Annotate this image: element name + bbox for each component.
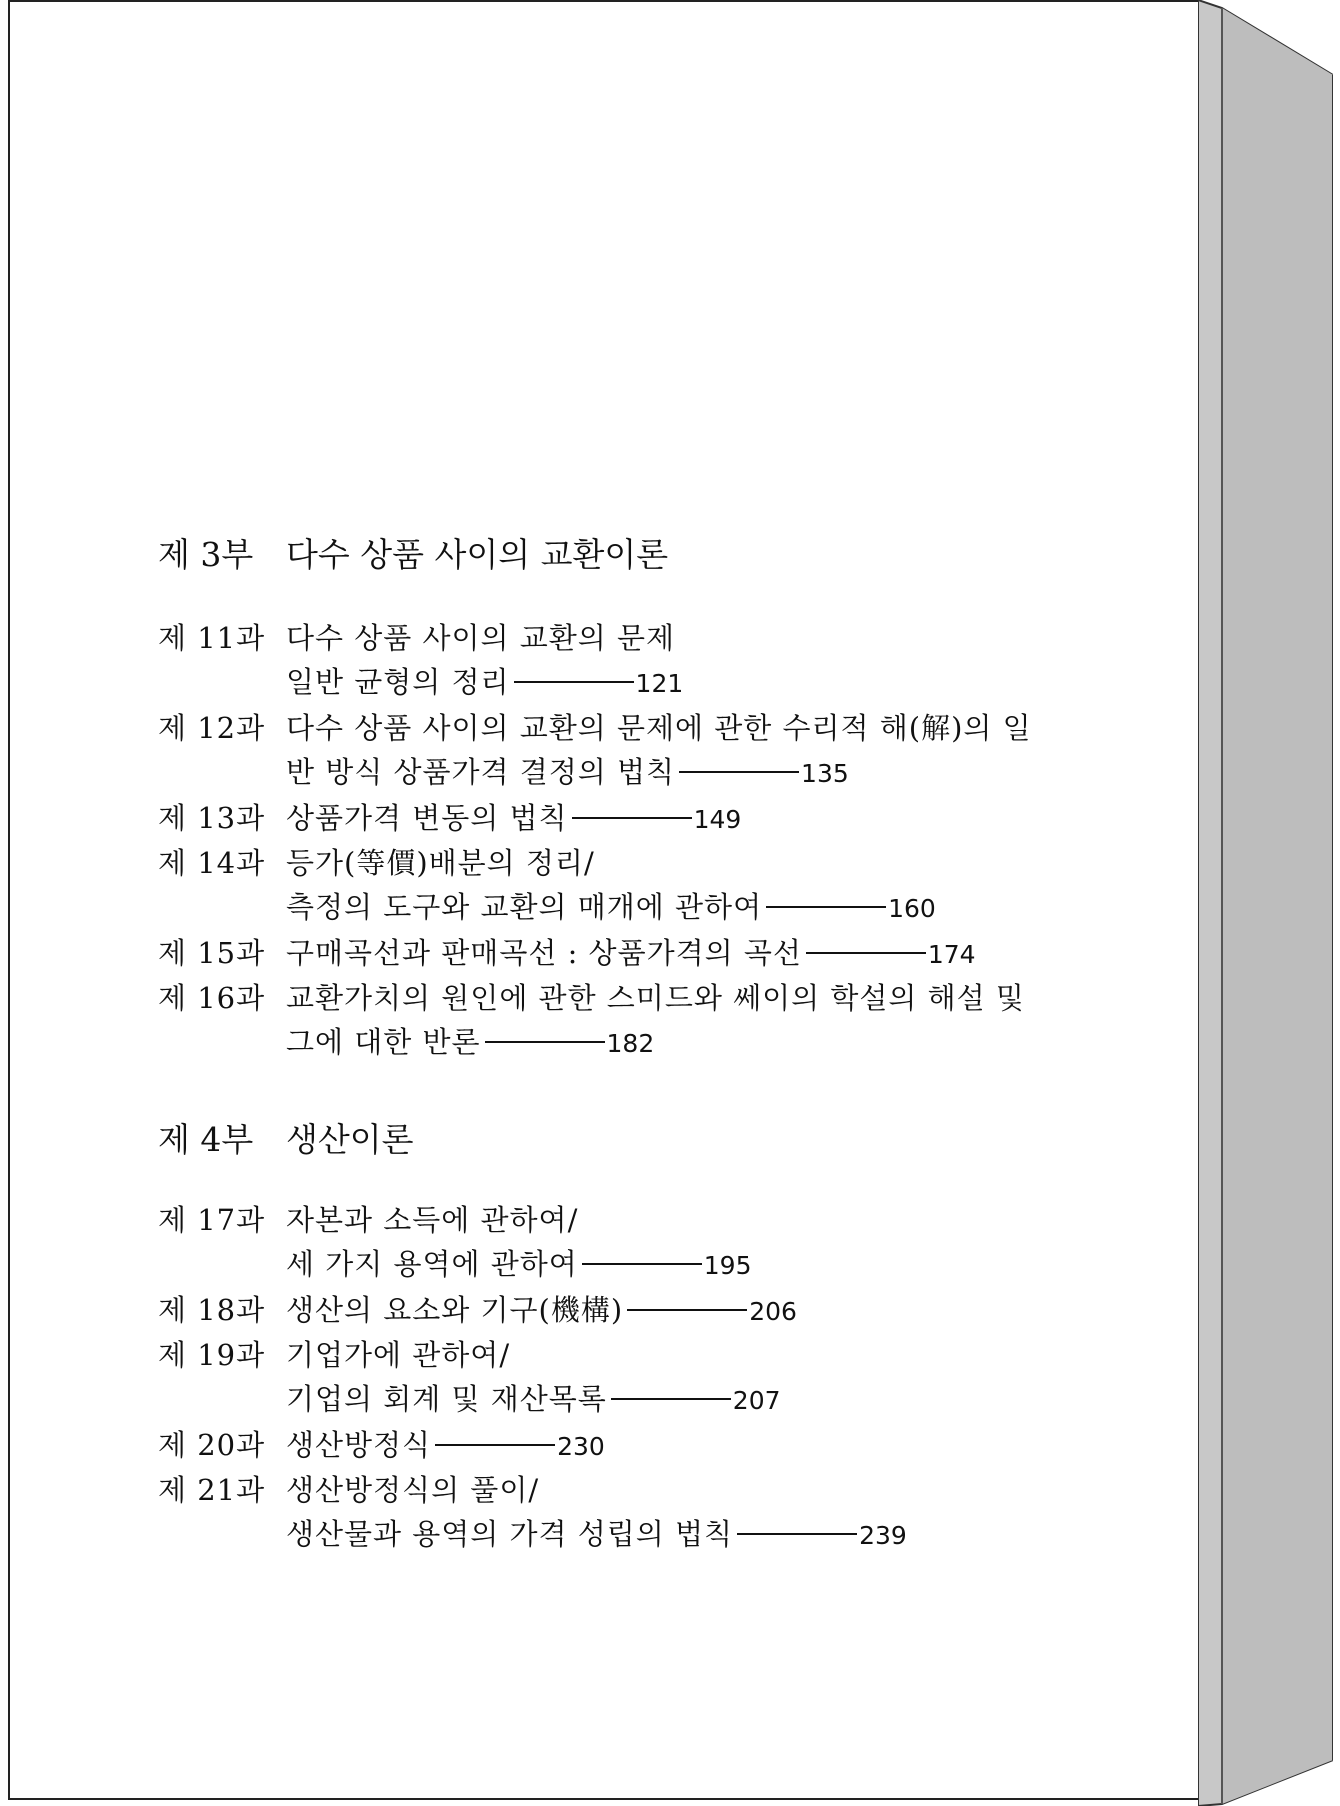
table-of-contents bbox=[10, 2, 1202, 1802]
toc-entry bbox=[158, 1333, 1058, 1421]
entry-text: 다수 상품 사이의 교환의 문제 bbox=[286, 621, 676, 655]
entry-text: 생산물과 용역의 가격 성립의 법칙 bbox=[286, 1517, 734, 1551]
entry-text: 교환가치의 원인에 관한 스미드와 쎄이의 학설의 해설 및 bbox=[286, 981, 1025, 1015]
entry-text: 구매곡선과 판매곡선 : 상품가격의 곡선 bbox=[286, 936, 802, 970]
part-number: 제 3부 bbox=[158, 535, 254, 574]
entry-line bbox=[286, 1468, 1058, 1512]
entry-text: 반 방식 상품가격 결정의 법칙 bbox=[286, 755, 676, 789]
book-page bbox=[8, 0, 1200, 1800]
toc-entry bbox=[158, 841, 1058, 929]
toc-entry bbox=[158, 616, 1058, 704]
leader-line bbox=[582, 1263, 702, 1265]
entry-line bbox=[286, 885, 1058, 929]
entry-text: 기업의 회계 및 재산목록 bbox=[286, 1382, 607, 1416]
entry-line bbox=[286, 706, 1058, 750]
entry-text: 생산방정식 bbox=[286, 1428, 432, 1462]
page-number: 174 bbox=[927, 940, 976, 969]
leader-line bbox=[679, 771, 799, 773]
entry-line bbox=[286, 1377, 1058, 1421]
entry-text: 생산의 요소와 기구(機構) bbox=[286, 1293, 624, 1327]
leader-line bbox=[435, 1444, 555, 1446]
part-number: 제 4부 bbox=[158, 1120, 254, 1159]
entry-line bbox=[286, 976, 1058, 1020]
leader-line bbox=[485, 1041, 605, 1043]
toc-entry bbox=[158, 1423, 1058, 1467]
entry-line bbox=[286, 841, 1058, 885]
toc-entry bbox=[158, 976, 1058, 1064]
entry-text: 생산방정식의 풀이/ bbox=[286, 1473, 540, 1507]
lesson-number: 제 21과 bbox=[158, 1473, 266, 1507]
toc-entry bbox=[158, 1468, 1058, 1556]
page-number: 160 bbox=[888, 894, 936, 923]
leader-line bbox=[572, 817, 692, 819]
entry-text: 세 가지 용역에 관하여 bbox=[286, 1247, 578, 1281]
lesson-number: 제 17과 bbox=[158, 1203, 266, 1237]
entry-line bbox=[286, 931, 1058, 975]
leader-line bbox=[737, 1533, 857, 1535]
toc-entry bbox=[158, 1198, 1058, 1286]
page-number: 149 bbox=[693, 805, 742, 834]
leader-line bbox=[611, 1398, 731, 1400]
leader-line bbox=[766, 906, 886, 908]
page-number: 239 bbox=[859, 1521, 907, 1550]
lesson-number: 제 16과 bbox=[158, 981, 266, 1015]
entry-text: 그에 대한 반론 bbox=[286, 1025, 481, 1059]
entry-text: 일반 균형의 정리 bbox=[286, 665, 510, 699]
entry-line bbox=[286, 1242, 1058, 1286]
leader-line bbox=[806, 952, 926, 954]
toc-entry bbox=[158, 706, 1058, 794]
entry-line bbox=[286, 1020, 1058, 1064]
page-number: 182 bbox=[606, 1029, 655, 1058]
book-spine-edge bbox=[1198, 0, 1333, 1806]
lesson-number: 제 14과 bbox=[158, 846, 266, 880]
part-title: 다수 상품 사이의 교환이론 bbox=[286, 535, 669, 574]
entry-line bbox=[286, 1288, 1058, 1332]
page-number: 135 bbox=[801, 759, 849, 788]
leader-line bbox=[514, 681, 634, 683]
lesson-number: 제 13과 bbox=[158, 801, 266, 835]
lesson-number: 제 18과 bbox=[158, 1293, 266, 1327]
entry-line bbox=[286, 796, 1058, 840]
entry-text: 측정의 도구와 교환의 매개에 관하여 bbox=[286, 890, 763, 924]
page-number: 195 bbox=[703, 1251, 752, 1280]
entry-text: 자본과 소득에 관하여/ bbox=[286, 1203, 579, 1237]
entry-line bbox=[286, 660, 1058, 704]
page-number: 230 bbox=[557, 1432, 605, 1461]
part-4-heading bbox=[158, 1114, 414, 1161]
entry-line bbox=[286, 1512, 1058, 1556]
part-3-heading bbox=[158, 529, 668, 576]
entry-text: 다수 상품 사이의 교환의 문제에 관한 수리적 해(解)의 일 bbox=[286, 711, 1032, 745]
page-number: 206 bbox=[749, 1297, 797, 1326]
toc-entry bbox=[158, 931, 1058, 975]
entry-text: 상품가격 변동의 법칙 bbox=[286, 801, 568, 835]
entry-line bbox=[286, 750, 1058, 794]
entry-line bbox=[286, 1423, 1058, 1467]
leader-line bbox=[627, 1309, 747, 1311]
lesson-number: 제 11과 bbox=[158, 621, 266, 655]
lesson-number: 제 12과 bbox=[158, 711, 266, 745]
part-title: 생산이론 bbox=[286, 1120, 414, 1159]
lesson-number: 제 19과 bbox=[158, 1338, 266, 1372]
toc-entry bbox=[158, 796, 1058, 840]
entry-line bbox=[286, 1333, 1058, 1377]
lesson-number: 제 15과 bbox=[158, 936, 266, 970]
entry-line bbox=[286, 1198, 1058, 1242]
lesson-number: 제 20과 bbox=[158, 1428, 266, 1462]
entry-text: 등가(等價)배분의 정리/ bbox=[286, 846, 595, 880]
page-number: 121 bbox=[635, 669, 684, 698]
entry-line bbox=[286, 616, 1058, 660]
page-number: 207 bbox=[732, 1386, 781, 1415]
entry-text: 기업가에 관하여/ bbox=[286, 1338, 511, 1372]
toc-entry bbox=[158, 1288, 1058, 1332]
